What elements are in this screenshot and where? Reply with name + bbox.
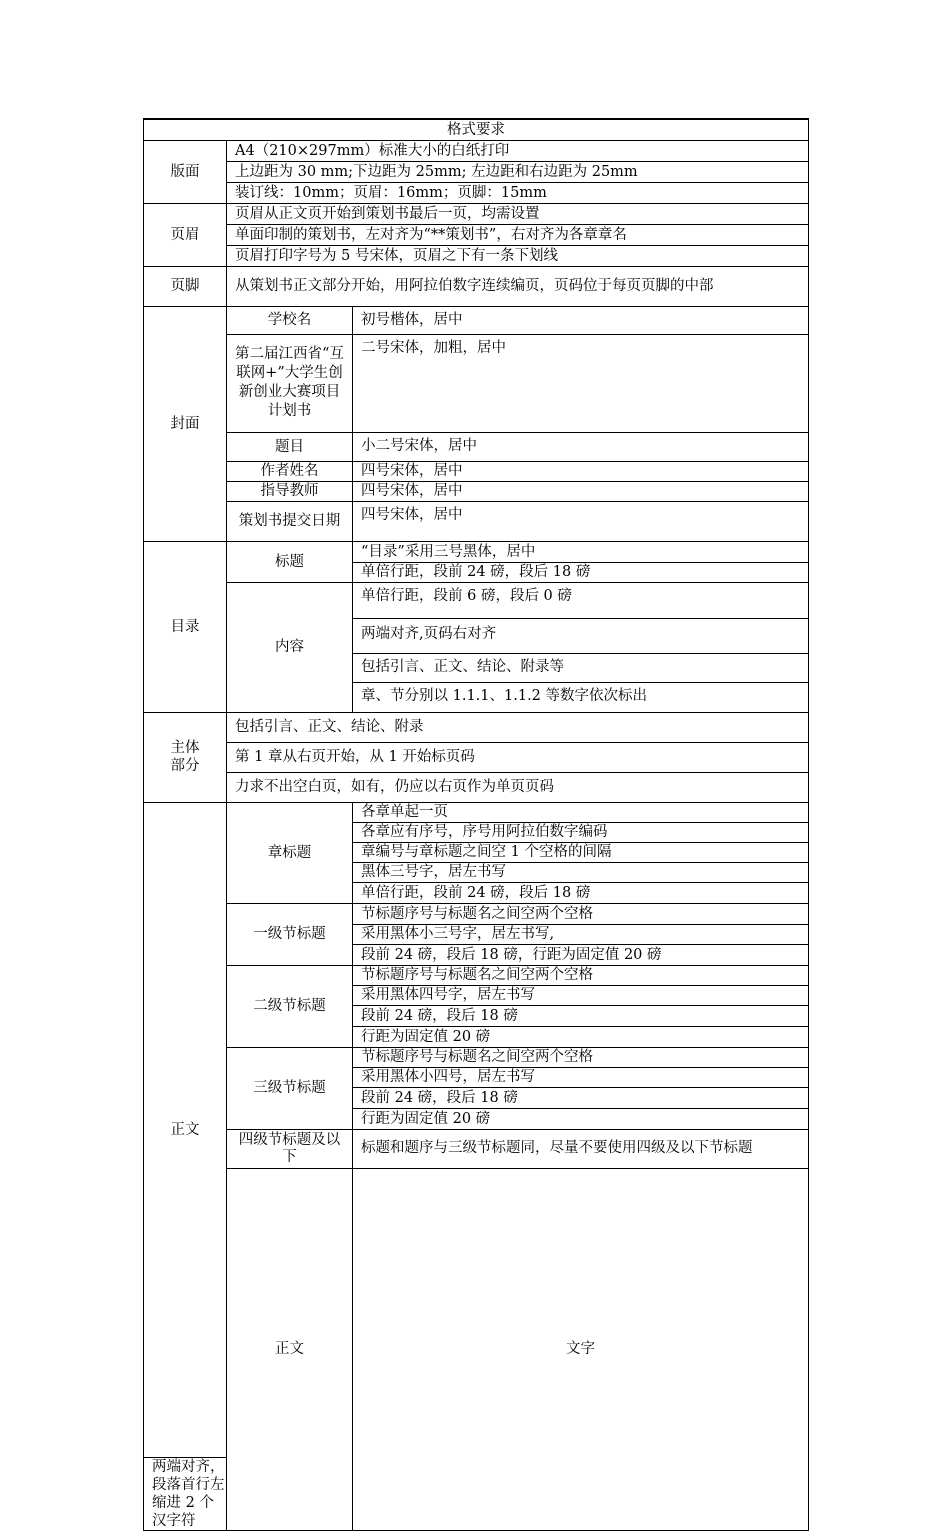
table-row	[144, 266, 809, 306]
level2-title-item: 采用黑体四号字，居左书写	[353, 985, 809, 1005]
level2-title-item: 段前 24 磅，段后 18 磅	[353, 1005, 809, 1026]
layout-item: A4（210×297mm）标准大小的白纸打印	[227, 140, 809, 161]
cover-item-name: 学校名	[227, 306, 353, 334]
cover-item-name: 第二届江西省“互联网+”大学生创新创业大赛项目计划书	[227, 334, 353, 432]
table-row	[144, 772, 809, 802]
table-row	[144, 1129, 809, 1168]
table-row	[144, 461, 809, 481]
text-item: 两端对齐，段落首行左缩进 2 个汉字符	[144, 1457, 227, 1530]
main-label: 主体部分	[144, 712, 227, 802]
chapter-title-item: 章编号与章标题之间空 1 个空格的间隔	[353, 842, 809, 862]
chapter-title-label: 章标题	[227, 802, 353, 903]
header-section-item: 页眉从正文页开始到策划书最后一页，均需设置	[227, 203, 809, 224]
main-item: 第 1 章从右页开始，从 1 开始标页码	[227, 742, 809, 772]
table-row	[144, 712, 809, 742]
toc-title-item: “目录”采用三号黑体，居中	[353, 541, 809, 562]
header-section-item: 单面印制的策划书，左对齐为“**策划书”，右对齐为各章章名	[227, 224, 809, 245]
table-header-row	[144, 119, 809, 140]
level3-title-item: 段前 24 磅，段后 18 磅	[353, 1087, 809, 1108]
cover-item-spec: 四号宋体，居中	[353, 461, 809, 481]
table-row	[144, 432, 809, 461]
level1-title-item: 段前 24 磅，段后 18 磅，行距为固定值 20 磅	[353, 944, 809, 965]
layout-label: 版面	[144, 140, 227, 203]
table-row	[144, 903, 809, 924]
cover-item-spec: 四号宋体，居中	[353, 501, 809, 541]
level3-title-item: 节标题序号与标题名之间空两个空格	[353, 1047, 809, 1067]
cover-item-spec: 二号宋体，加粗，居中	[353, 334, 809, 432]
header-section-label: 页眉	[144, 203, 227, 266]
cover-label: 封面	[144, 306, 227, 541]
table-row	[144, 481, 809, 501]
footer-section-label: 页脚	[144, 266, 227, 306]
table-row	[144, 1047, 809, 1067]
chapter-title-item: 单倍行距，段前 24 磅，段后 18 磅	[353, 882, 809, 903]
layout-item: 上边距为 30 mm;下边距为 25mm; 左边距和右边距为 25mm	[227, 161, 809, 182]
footer-section-text: 从策划书正文部分开始，用阿拉伯数字连续编页，页码位于每页页脚的中部	[227, 266, 809, 306]
cover-item-spec: 小二号宋体，居中	[353, 432, 809, 461]
table-row	[144, 742, 809, 772]
text-sub-label: 文字	[353, 1168, 809, 1530]
table-row	[144, 802, 809, 822]
level1-title-label: 一级节标题	[227, 903, 353, 965]
table-row	[144, 541, 809, 562]
table-row	[144, 224, 809, 245]
layout-item: 装订线：10mm；页眉：16mm；页脚：15mm	[227, 182, 809, 203]
toc-title-item: 单倍行距，段前 24 磅，段后 18 磅	[353, 562, 809, 582]
toc-content-item: 单倍行距，段前 6 磅，段后 0 磅	[353, 582, 809, 618]
table-row	[144, 140, 809, 161]
table-row	[144, 203, 809, 224]
table-row	[144, 1168, 809, 1457]
level2-title-item: 行距为固定值 20 磅	[353, 1026, 809, 1047]
toc-label: 目录	[144, 541, 227, 712]
toc-content-label: 内容	[227, 582, 353, 712]
toc-content-item: 包括引言、正文、结论、附录等	[353, 653, 809, 682]
toc-title-label: 标题	[227, 541, 353, 582]
level1-title-item: 节标题序号与标题名之间空两个空格	[353, 903, 809, 924]
cover-item-name: 题目	[227, 432, 353, 461]
main-item: 包括引言、正文、结论、附录	[227, 712, 809, 742]
table-row	[144, 306, 809, 334]
chapter-title-item: 黑体三号字，居左书写	[353, 862, 809, 882]
toc-content-item: 两端对齐,页码右对齐	[353, 618, 809, 653]
toc-content-item: 章、节分别以 1.1.1、1.1.2 等数字依次标出	[353, 682, 809, 712]
table-row	[144, 182, 809, 203]
format-requirements-table	[143, 118, 809, 1531]
chapter-title-item: 各章单起一页	[353, 802, 809, 822]
level3-title-item: 行距为固定值 20 磅	[353, 1108, 809, 1129]
main-item: 力求不出空白页，如有，仍应以右页作为单页页码	[227, 772, 809, 802]
level2-title-label: 二级节标题	[227, 965, 353, 1047]
text-label: 正文	[227, 1168, 353, 1530]
table-row	[144, 965, 809, 985]
table-row	[144, 334, 809, 432]
level2-title-item: 节标题序号与标题名之间空两个空格	[353, 965, 809, 985]
cover-item-spec: 四号宋体，居中	[353, 481, 809, 501]
table-row	[144, 501, 809, 541]
table-row	[144, 161, 809, 182]
table-row	[144, 245, 809, 266]
cover-item-name: 策划书提交日期	[227, 501, 353, 541]
cover-item-name: 作者姓名	[227, 461, 353, 481]
body-label: 正文	[144, 802, 227, 1457]
level1-title-item: 采用黑体小三号字，居左书写,	[353, 924, 809, 944]
level4-title-text: 标题和题序与三级节标题同，尽量不要使用四级及以下节标题	[353, 1129, 809, 1168]
cover-item-name: 指导教师	[227, 481, 353, 501]
cover-item-spec: 初号楷体，居中	[353, 306, 809, 334]
level4-title-label: 四级节标题及以下	[227, 1129, 353, 1168]
chapter-title-item: 各章应有序号，序号用阿拉伯数字编码	[353, 822, 809, 842]
table-row	[144, 582, 809, 618]
table-header: 格式要求	[144, 119, 809, 140]
level3-title-label: 三级节标题	[227, 1047, 353, 1129]
header-section-item: 页眉打印字号为 5 号宋体，页眉之下有一条下划线	[227, 245, 809, 266]
level3-title-item: 采用黑体小四号，居左书写	[353, 1067, 809, 1087]
